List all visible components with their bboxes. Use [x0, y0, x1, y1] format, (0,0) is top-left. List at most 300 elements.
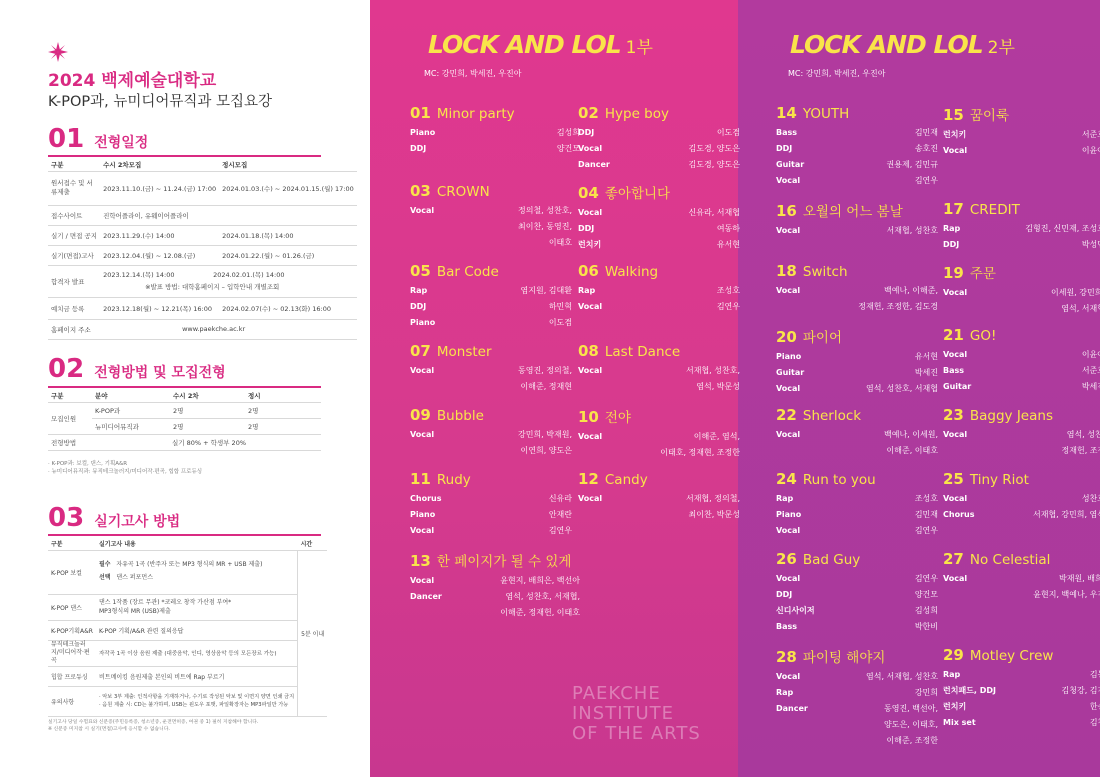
role-label: Rap [943, 670, 961, 679]
performer-row [943, 507, 1105, 523]
role-label: Vocal [776, 384, 801, 393]
table-cell: K-POP 보컬 [48, 550, 96, 594]
song-number: 27 [943, 550, 964, 568]
footnote-line: ※ 신분증 미지참 시 실기(면접)고사에 응시할 수 없습니다. [48, 727, 170, 733]
role-label: Vocal [776, 526, 801, 535]
performer-names: 염석, 서재협, 성찬호 [866, 672, 938, 681]
required-tag: 필수 [98, 561, 111, 569]
performer-row [578, 157, 740, 173]
table-row [48, 550, 327, 594]
caution-text: · 음원 제출 시: CD는 불가하며, USB는 윈도우 포맷, 파일확장자는 MP3파일만 가능 [98, 702, 289, 709]
table-cell: 2024.02.07(수) ~ 02.13(화) 16:00 [219, 297, 357, 319]
table-cell: 합격자 발표 [48, 265, 100, 297]
table-row [48, 434, 321, 450]
setlist-item [776, 646, 938, 749]
performer-row [410, 589, 580, 621]
song-title: 파이팅 해야지 [802, 650, 886, 666]
song-title: Minor party [436, 106, 515, 122]
performer-names: 염석, 성찬호, 정재헌, 조정한 [1061, 430, 1113, 455]
song-number: 09 [410, 406, 431, 424]
performer-row [776, 381, 938, 397]
song-number: 11 [410, 470, 431, 488]
performer-names: 염석, 성찬호, 서재협, 이해준, 정재헌, 이태호 [500, 592, 580, 617]
song-title: GO! [969, 328, 997, 344]
performer-names: 염석, 성찬호, 서재협 [866, 384, 938, 393]
performer-row [776, 427, 938, 459]
role-label: Guitar [943, 382, 972, 391]
song-title: 오월의 어느 봄날 [802, 204, 903, 220]
footnote-line: 실기고사 당일 수험표와 신분증(주민등록증, 청소년증, 운전면허증, 여권 중 1) 필히 지참해야 합니다. [48, 720, 259, 725]
performer-names: 김성희 [914, 606, 938, 615]
table-cell: 유의사항 [48, 686, 96, 716]
performer-names: 윤현지, 배희은, 백선아 [500, 576, 580, 585]
optional-tag: 선택 [98, 574, 111, 581]
song-heading [578, 406, 740, 426]
performer-names: 권용제, 김민규 [886, 160, 938, 169]
performer-row [776, 507, 938, 523]
song-heading [943, 470, 1105, 488]
song-title: 좋아합니다 [604, 186, 671, 202]
role-label: Piano [410, 128, 436, 137]
performer-row [410, 523, 572, 539]
performer-row [943, 491, 1105, 507]
show-name: LOCK AND LOL [790, 30, 983, 59]
setlist-item [578, 104, 740, 173]
table-cell: 2024.01.18.(목) 14:00 [219, 225, 357, 245]
song-heading [943, 406, 1113, 424]
performer-row [410, 427, 572, 459]
table-cell: K-POP기획A&R [48, 620, 96, 640]
table-cell: K-POP과 [92, 402, 170, 418]
caution-text: · 악보 3부 제출: 인적사항을 기재하거나, 수기로 작성된 악보 및 이면지 양면 인쇄 금지 [98, 693, 295, 700]
table-row [48, 205, 357, 225]
announce-method: ※발표 방법: 대학홈페이지 – 입학안내 개별조회 [145, 283, 280, 291]
song-heading [776, 326, 938, 346]
role-label: Vocal [578, 144, 603, 153]
role-label: DDJ [943, 240, 960, 249]
performer-row [776, 603, 938, 619]
role-label: Piano [410, 510, 436, 519]
song-heading [943, 262, 1105, 282]
song-title: Bubble [436, 408, 484, 424]
section-number: 01 [48, 124, 85, 154]
performer-row [776, 349, 938, 365]
table-header: 분야 [92, 390, 170, 402]
song-title: 주문 [969, 266, 996, 282]
song-number: 18 [776, 262, 797, 280]
performer-row [776, 587, 938, 603]
performer-row [943, 285, 1105, 317]
table-header: 정시 [245, 390, 321, 402]
performer-row [776, 491, 938, 507]
performer-row [578, 125, 740, 141]
role-label: Piano [776, 510, 802, 519]
role-label: Bass [776, 128, 798, 137]
performer-row [578, 205, 740, 221]
time-limit: 5분 이내 [298, 550, 328, 716]
setlist-item [578, 342, 740, 395]
performer-names: 김연우 [914, 574, 938, 583]
exam-text: 댄스 퍼포먼스 [116, 574, 153, 581]
performer-names: 유서현 [716, 240, 740, 249]
table-row [48, 319, 357, 339]
setlist-item [776, 406, 938, 459]
role-label: Vocal [410, 366, 435, 375]
table-cell: 2명 [245, 418, 321, 434]
song-title: Baggy Jeans [969, 408, 1053, 424]
performer-row [410, 491, 572, 507]
performer-names: 박세진 [1081, 382, 1105, 391]
table-cell: 원서접수 및 서류제출 [48, 171, 100, 205]
song-title: CREDIT [969, 202, 1020, 218]
table-header-row [48, 159, 357, 171]
performer-row [943, 699, 1113, 715]
performer-row [943, 143, 1105, 159]
song-number: 15 [943, 106, 964, 124]
song-heading [410, 262, 572, 280]
performer-row [776, 223, 938, 239]
performer-names: 송호진 [914, 144, 938, 153]
performer-row [943, 683, 1113, 699]
role-label: Vocal [410, 206, 435, 215]
section-01-rule [48, 155, 321, 157]
role-label: DDJ [776, 590, 793, 599]
setlist-item [410, 470, 572, 539]
performer-names: 이도겸 [716, 128, 740, 137]
section-number: 03 [48, 503, 85, 533]
role-label: Rap [776, 494, 794, 503]
setlist-item [943, 550, 1113, 603]
performer-row [578, 141, 740, 157]
setlist-item [943, 262, 1105, 317]
schedule-table [48, 159, 357, 340]
role-label: Vocal [578, 494, 603, 503]
song-title: No Celestial [969, 552, 1051, 568]
song-title: Run to you [802, 472, 876, 488]
song-title: Sherlock [802, 408, 862, 424]
performer-names: 김동휘 [1089, 670, 1113, 679]
role-label: Vocal [776, 430, 801, 439]
setlist-item [943, 104, 1105, 159]
performer-names: 김형진, 신민재, 조성호 [1025, 224, 1105, 233]
part2-title [790, 30, 1015, 59]
table-cell: K-POP 기획/A&R 관련 질의응답 [96, 620, 298, 640]
section-number: 02 [48, 354, 85, 384]
song-heading [943, 326, 1105, 344]
date-text: 2024.02.01.(목) 14:00 [213, 270, 285, 279]
homepage-link[interactable]: www.paekche.ac.kr [100, 319, 357, 339]
role-label: Vocal [776, 672, 801, 681]
setlist-item [410, 262, 572, 331]
role-label: Piano [410, 318, 436, 327]
song-number: 08 [578, 342, 599, 360]
song-title: Hype boy [604, 106, 669, 122]
role-label: Vocal [943, 494, 968, 503]
role-label: Vocal [776, 176, 801, 185]
performer-names: 서재협, 정의철, 최이찬, 박문성 [686, 494, 740, 519]
performer-row [776, 141, 938, 157]
section-02-heading [48, 356, 226, 382]
song-heading [578, 104, 740, 122]
performer-names: 신유라 [548, 494, 572, 503]
table-cell: 모집인원 [48, 402, 92, 434]
setlist-item [776, 470, 938, 539]
show-name: LOCK AND LOL [428, 30, 621, 59]
performer-row [776, 523, 938, 539]
exam-table [48, 538, 327, 717]
performer-names: 이윤아 [1081, 146, 1105, 155]
performer-row [943, 237, 1105, 253]
song-number: 02 [578, 104, 599, 122]
song-title: Bar Code [436, 264, 499, 280]
song-heading [776, 550, 938, 568]
setlist-item [578, 406, 740, 461]
performer-row [776, 701, 938, 749]
table-cell [96, 550, 298, 594]
part2-mc: MC: 강민희, 박세진, 우진아 [788, 69, 886, 78]
performer-names: 이도겸 [548, 318, 572, 327]
table-cell: 힙합 프로듀싱 [48, 666, 96, 686]
role-label: DDJ [578, 128, 595, 137]
performer-names: 서재협, 성찬호, 염석, 박문성 [686, 366, 740, 391]
setlist-item [410, 406, 572, 459]
song-heading [776, 200, 938, 220]
song-title: 한 페이지가 될 수 있게 [436, 554, 572, 570]
setlist-item [943, 200, 1105, 253]
exam-text: MP3형식의 MR (USB)제출 [98, 608, 171, 615]
performer-names: 이해준, 염석, 이태호, 정재현, 조정한 [660, 432, 740, 457]
song-title: Tiny Riot [969, 472, 1029, 488]
role-label: Dancer [410, 592, 442, 601]
performer-row [776, 173, 938, 189]
table-cell: 2024.01.03.(수) ~ 2024.01.15.(월) 17:00 [219, 171, 357, 205]
table-header: 구분 [48, 159, 100, 171]
part1-mc: MC: 강민희, 박세진, 우진아 [424, 69, 522, 78]
song-heading [410, 406, 572, 424]
table-header-row [48, 390, 321, 402]
performer-row [578, 283, 740, 299]
performer-names: 이윤아 [1081, 350, 1105, 359]
setlist-item [410, 550, 580, 621]
performer-names: 신유라, 서재협 [688, 208, 740, 217]
role-label: 런치키 [578, 240, 602, 249]
setlist-item [410, 182, 572, 251]
part1-title [428, 30, 653, 59]
performer-names: 조성호 [716, 286, 740, 295]
performer-names: 강민희 [914, 688, 938, 697]
role-label: Vocal [943, 350, 968, 359]
table-cell: 자작곡 1곡 이상 음원 제출 (대중음악, 인디, 영상음악 등의 모든장르 가능) [96, 640, 298, 666]
performer-names: 이세원, 강민희, 염석, 서재협 [1051, 288, 1105, 313]
table-cell: 진학어플라이, 유웨이어플라이 [100, 205, 357, 225]
song-title: Last Dance [604, 344, 681, 360]
school-name: 2024 백제예술대학교 [48, 71, 217, 91]
performer-names: 김도경, 양도은 [688, 144, 740, 153]
table-cell: 실기 80% + 학생부 20% [92, 434, 321, 450]
performer-row [776, 125, 938, 141]
song-title: Bad Guy [802, 552, 861, 568]
song-number: 26 [776, 550, 797, 568]
song-heading [410, 470, 572, 488]
performer-row [578, 491, 740, 523]
song-number: 13 [410, 552, 431, 570]
song-number: 28 [776, 648, 797, 666]
setlist-item [578, 262, 740, 315]
performer-row [776, 685, 938, 701]
song-number: 23 [943, 406, 964, 424]
performer-names: 서준호 [1081, 366, 1105, 375]
song-number: 05 [410, 262, 431, 280]
setlist-item [943, 406, 1113, 459]
song-title: CROWN [436, 184, 490, 200]
song-heading [943, 104, 1105, 124]
role-label: Vocal [410, 526, 435, 535]
role-label: Guitar [776, 368, 805, 377]
performer-row [410, 125, 580, 141]
performer-row [578, 363, 740, 395]
song-title: Monster [436, 344, 492, 360]
performer-names: 김연우 [914, 176, 938, 185]
setlist-item [410, 342, 572, 395]
table-header: 구분 [48, 538, 96, 550]
performer-names: 염지원, 김대환 [520, 286, 572, 295]
table-row [48, 640, 327, 666]
song-heading [943, 646, 1113, 664]
performer-names: 김성희 [556, 128, 580, 137]
role-label: Vocal [943, 288, 968, 297]
table-header: 수시 2차모집 [100, 159, 219, 171]
song-heading [410, 550, 580, 570]
performer-names: 서준호 [1081, 130, 1105, 139]
performer-row [776, 619, 938, 635]
role-label: Rap [410, 286, 428, 295]
role-label: 런치키 [943, 702, 967, 711]
table-cell: 2명 [245, 402, 321, 418]
table-cell: 2명 [170, 402, 245, 418]
song-heading [776, 470, 938, 488]
song-heading [776, 262, 938, 280]
performer-names: 안재란 [548, 510, 572, 519]
table-cell [96, 594, 298, 620]
performer-names: 김연우 [716, 302, 740, 311]
performer-names: 서재협, 성찬호 [886, 226, 938, 235]
performer-row [578, 221, 740, 237]
table-header: 수시 2차 [170, 390, 245, 402]
performer-names: 김연우 [548, 526, 572, 535]
role-label: Bass [943, 366, 965, 375]
song-number: 03 [410, 182, 431, 200]
section-02-rule [48, 386, 321, 388]
role-label: 런치키 [943, 130, 967, 139]
note-line: · 뉴미디어뮤직과: 뮤직테크놀러지/미디어작·편곡, 힙합 프로듀싱 [48, 469, 203, 476]
part-label: 2부 [987, 38, 1015, 58]
performer-names: 김민재 [914, 510, 938, 519]
recruit-notes [48, 460, 202, 477]
table-cell: 실기 / 면접 공지 [48, 225, 100, 245]
role-label: Dancer [578, 160, 610, 169]
note-line: · K-POP과: 보컬, 댄스, 기획A&R [48, 461, 128, 467]
performer-row [410, 573, 580, 589]
performer-row [776, 365, 938, 381]
performer-row [410, 141, 580, 157]
watermark-line: INSTITUTE [572, 703, 675, 724]
setlist-item [578, 182, 740, 253]
recruit-table [48, 390, 321, 451]
performer-names: 김민재 [914, 128, 938, 137]
song-number: 01 [410, 104, 431, 122]
table-header: 시간 [298, 538, 328, 550]
performer-names: 김연우 [914, 526, 938, 535]
performer-names: 동영진, 정의철, 이해준, 정재현 [518, 366, 572, 391]
table-cell [100, 265, 357, 297]
performer-row [410, 315, 572, 331]
table-header: 실기고사 내용 [96, 538, 298, 550]
performer-row [410, 203, 572, 251]
song-title: Candy [604, 472, 648, 488]
institute-watermark [572, 684, 701, 744]
performer-row [776, 283, 938, 315]
performer-row [943, 379, 1105, 395]
school-subtitle: K-POP과, 뉴미디어뮤직과 모집요강 [48, 94, 273, 110]
table-row [48, 620, 327, 640]
song-heading [578, 182, 740, 202]
table-cell: 뉴미디어뮤직과 [92, 418, 170, 434]
performer-row [410, 363, 572, 395]
role-label: 런치패드, DDJ [943, 686, 996, 695]
section-title: 실기고사 방법 [94, 514, 181, 530]
role-label: Guitar [776, 160, 805, 169]
part-label: 1부 [625, 38, 653, 58]
performer-row [943, 667, 1113, 683]
section-03-heading [48, 505, 180, 531]
performer-names: 백예나, 이세원, 이해준, 이태호 [884, 430, 938, 455]
performer-row [410, 507, 572, 523]
role-label: Rap [776, 688, 794, 697]
role-label: DDJ [410, 302, 427, 311]
setlist-item [943, 326, 1105, 395]
performer-row [776, 157, 938, 173]
setlist-item [776, 550, 938, 635]
table-cell: 전형방법 [48, 434, 92, 450]
performer-names: 양건모 [914, 590, 938, 599]
performer-names: 김도경, 양도은 [688, 160, 740, 169]
song-title: YOUTH [802, 106, 850, 122]
role-label: Vocal [410, 430, 435, 439]
song-number: 19 [943, 264, 964, 282]
song-number: 17 [943, 200, 964, 218]
setlist-item [776, 104, 938, 189]
performer-row [943, 571, 1113, 603]
performer-names: 강민희, 박재원, 이연희, 양도은 [518, 430, 572, 455]
school-logo-icon [48, 42, 68, 62]
table-cell: 접수사이트 [48, 205, 100, 225]
performer-names: 하민혁 [548, 302, 572, 311]
role-label: Vocal [410, 576, 435, 585]
song-heading [776, 406, 938, 424]
role-label: 신디사이저 [776, 606, 815, 615]
song-number: 07 [410, 342, 431, 360]
song-title: Walking [604, 264, 659, 280]
section-title: 전형방법 및 모집전형 [94, 365, 226, 381]
song-number: 21 [943, 326, 964, 344]
song-heading [410, 104, 580, 122]
setlist-item [943, 646, 1113, 731]
performer-names: 성찬호 [1081, 494, 1105, 503]
role-label: Vocal [578, 208, 603, 217]
song-number: 20 [776, 328, 797, 346]
song-heading [776, 646, 938, 666]
role-label: Rap [943, 224, 961, 233]
